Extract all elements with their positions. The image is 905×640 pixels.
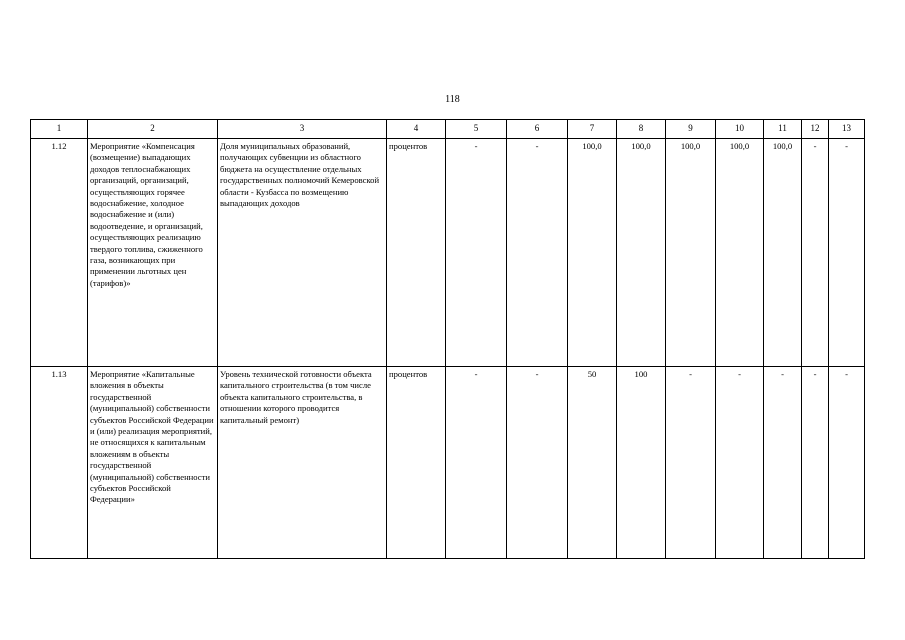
value-col-10: 100,0: [716, 139, 764, 367]
header-cell-6: 6: [507, 120, 568, 139]
header-cell-2: 2: [88, 120, 218, 139]
header-cell-12: 12: [802, 120, 829, 139]
header-cell-11: 11: [764, 120, 802, 139]
header-cell-3: 3: [218, 120, 387, 139]
value-col-9: 100,0: [666, 139, 716, 367]
value-col-11: -: [764, 367, 802, 559]
header-cell-8: 8: [617, 120, 666, 139]
value-col-12: -: [802, 139, 829, 367]
value-col-13: -: [829, 139, 865, 367]
value-col-10: -: [716, 367, 764, 559]
value-col-11: 100,0: [764, 139, 802, 367]
value-col-7: 100,0: [568, 139, 617, 367]
value-col-6: -: [507, 367, 568, 559]
table-row: [31, 367, 865, 559]
page-number: 118: [445, 94, 460, 105]
row-number: 1.12: [31, 139, 88, 367]
indicator-name: Уровень технической готовности объекта капитального строительства (в том числе объекта капитального строительства, в отношении которого проводится капитальный ремонт): [218, 367, 387, 559]
unit: процентов: [387, 139, 446, 367]
header-cell-1: 1: [31, 120, 88, 139]
unit: процентов: [387, 367, 446, 559]
value-col-8: 100: [617, 367, 666, 559]
header-cell-5: 5: [446, 120, 507, 139]
value-col-9: -: [666, 367, 716, 559]
indicator-name: Доля муниципальных образований, получающих субвенции из областного бюджета на осуществление отдельных государственных полномочий Кемеровской области - Кузбасса по возмещению выпадающих доходов: [218, 139, 387, 367]
value-col-6: -: [507, 139, 568, 367]
event-name: Мероприятие «Капитальные вложения в объекты государственной (муниципальной) собственности субъектов Российской Федерации и (или) реализация мероприятий, не относящихся к капитальным вложениям в объекты государственной (муниципальной) собственности субъектов Российской Федерации»: [88, 367, 218, 559]
header-cell-7: 7: [568, 120, 617, 139]
value-col-5: -: [446, 139, 507, 367]
indicators-table: [30, 119, 865, 559]
header-cell-13: 13: [829, 120, 865, 139]
table-row: [31, 139, 865, 367]
value-col-12: -: [802, 367, 829, 559]
header-cell-4: 4: [387, 120, 446, 139]
value-col-7: 50: [568, 367, 617, 559]
value-col-5: -: [446, 367, 507, 559]
value-col-13: -: [829, 367, 865, 559]
event-name: Мероприятие «Компенсация (возмещение) выпадающих доходов теплоснабжающих организаций, организаций, осуществляющих горячее водоснабжение, холодное водоснабжение и (или) водоотведение, и организаций, осуществляющих реализацию твердого топлива, сжиженного газа, возникающих при применении льготных цен (тарифов)»: [88, 139, 218, 367]
header-cell-9: 9: [666, 120, 716, 139]
row-number: 1.13: [31, 367, 88, 559]
header-row: [31, 120, 865, 139]
header-cell-10: 10: [716, 120, 764, 139]
value-col-8: 100,0: [617, 139, 666, 367]
